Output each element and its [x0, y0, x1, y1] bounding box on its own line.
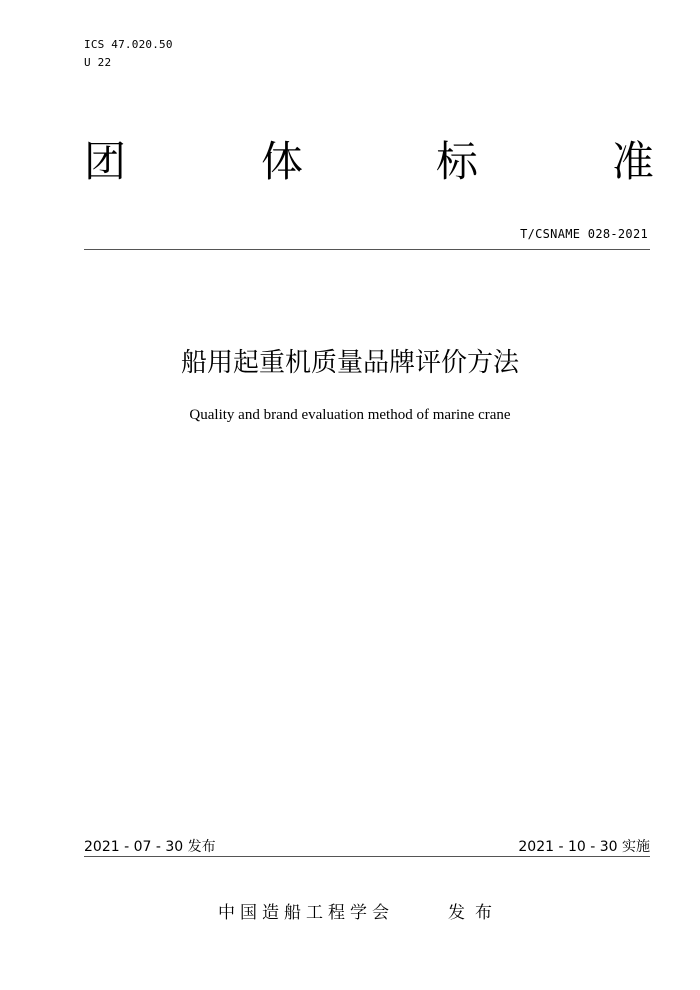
document-title-chinese: 船用起重机质量品牌评价方法 — [180, 348, 519, 378]
publisher-name: 中国造船工程学会 — [218, 903, 394, 923]
header-divider — [84, 249, 650, 250]
document-title-english: Quality and brand evaluation method of marine crane — [189, 407, 511, 423]
implementation-date: 2021 - 10 - 30 实施 — [518, 839, 650, 855]
ics-classification-block — [84, 36, 173, 72]
ccs-code: U 22 — [84, 56, 112, 69]
standard-type-heading — [84, 134, 656, 190]
standard-type-char-2: 体 — [261, 137, 304, 186]
standard-type-char-4: 准 — [612, 137, 655, 186]
publication-date: 2021 - 07 - 30 发布 — [84, 839, 216, 855]
standard-number: T/CSNAME 028-2021 — [520, 227, 648, 241]
standard-type-char-3: 标 — [436, 137, 479, 186]
publish-label: 发布 — [448, 903, 502, 923]
ics-code: ICS 47.020.50 — [84, 38, 173, 51]
standard-type-char-1: 团 — [84, 137, 127, 186]
footer-divider — [84, 856, 650, 857]
